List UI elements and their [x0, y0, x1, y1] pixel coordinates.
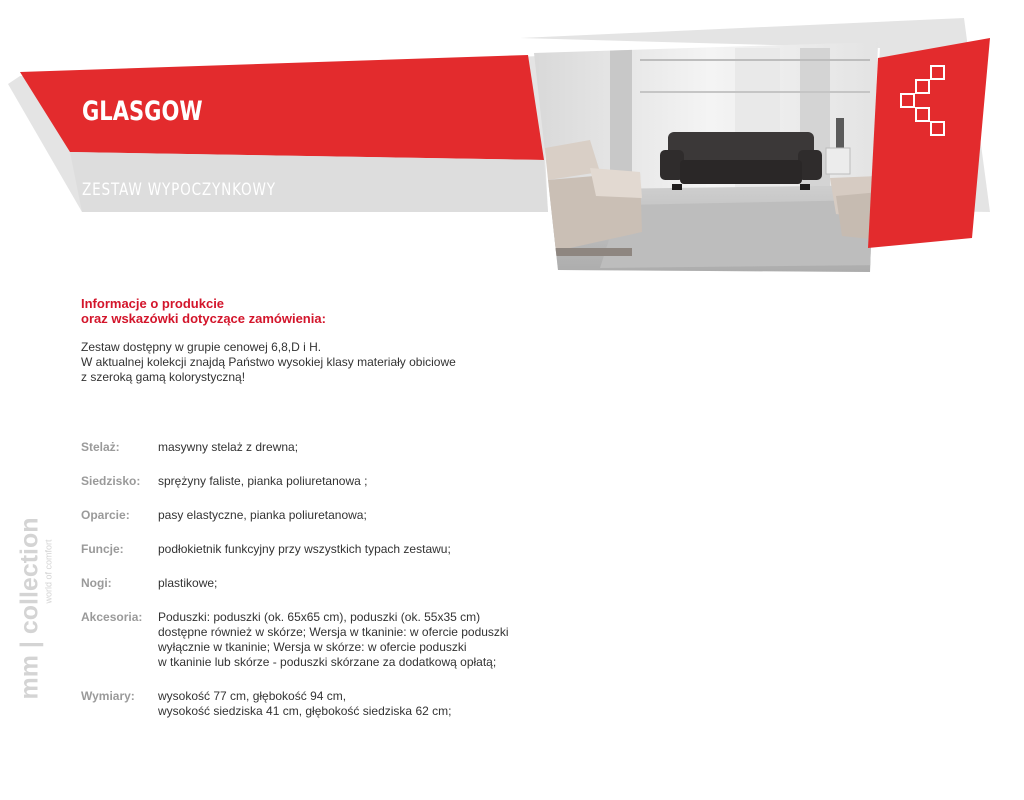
- intro-line: W aktualnej kolekcji znajdą Państwo wysokiej klasy materiały obiciowe: [81, 355, 456, 369]
- spec-label: Siedzisko:: [81, 474, 141, 488]
- product-photo: [530, 40, 890, 280]
- spec-value-line: wysokość 77 cm, głębokość 94 cm,: [158, 689, 347, 703]
- spec-label: Nogi:: [81, 576, 112, 590]
- intro-text: [81, 340, 456, 385]
- spec-label: Oparcie:: [81, 508, 130, 522]
- info-heading-line-2: oraz wskazówki dotyczące zamówienia:: [81, 311, 326, 326]
- spec-value: [158, 542, 588, 557]
- spec-value: [158, 508, 588, 523]
- brand-mark: [15, 500, 54, 700]
- intro-line: Zestaw dostępny w grupie cenowej 6,8,D i H.: [81, 340, 322, 354]
- product-subtitle: ZESTAW WYPOCZYNKOWY: [82, 180, 276, 200]
- spec-value-line: wysokość siedziska 41 cm, głębokość siedziska 62 cm;: [158, 704, 452, 718]
- brand-tagline: world of comfort: [43, 539, 54, 604]
- spec-value-line: sprężyny faliste, pianka poliuretanowa ;: [158, 474, 368, 488]
- spec-value-line: podłokietnik funkcyjny przy wszystkich typach zestawu;: [158, 542, 451, 556]
- info-heading: [81, 296, 326, 326]
- spec-label: Stelaż:: [81, 440, 120, 454]
- spec-value-line: wyłącznie w tkaninie; Wersja w skórze: w ofercie poduszki: [158, 640, 467, 654]
- spec-value-line: dostępne również w skórze; Wersja w tkaninie: w ofercie poduszki: [158, 625, 509, 639]
- spec-value: [158, 576, 588, 591]
- product-title: GLASGOW: [82, 96, 203, 127]
- spec-label: Akcesoria:: [81, 610, 143, 624]
- spec-value-line: masywny stelaż z drewna;: [158, 440, 299, 454]
- spec-value-line: plastikowe;: [158, 576, 218, 590]
- spec-label: Funcje:: [81, 542, 124, 556]
- red-logo-panel: [868, 38, 990, 248]
- header-banner: [0, 0, 1024, 290]
- spec-value: [158, 610, 588, 670]
- info-heading-line-1: Informacje o produkcie: [81, 296, 225, 311]
- spec-value: [158, 689, 588, 719]
- spec-value-line: pasy elastyczne, pianka poliuretanowa;: [158, 508, 367, 522]
- brand-name: mm | collection: [15, 517, 44, 700]
- spec-value-line: Poduszki: poduszki (ok. 65x65 cm), poduszki (ok. 55x35 cm): [158, 610, 481, 624]
- spec-value: [158, 440, 588, 455]
- spec-value-line: w tkaninie lub skórze - poduszki skórzane za dodatkową opłatą;: [158, 655, 497, 669]
- intro-line: z szeroką gamą kolorystyczną!: [81, 370, 246, 384]
- spec-value: [158, 474, 588, 489]
- spec-label: Wymiary:: [81, 689, 135, 703]
